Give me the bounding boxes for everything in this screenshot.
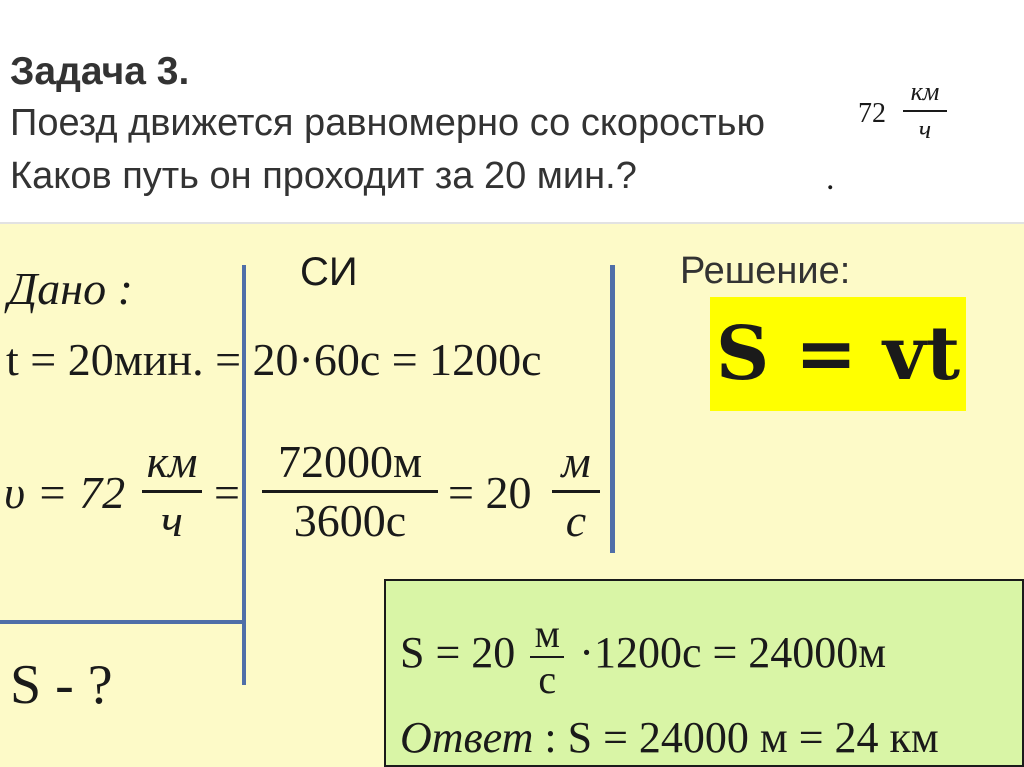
speed-unit-fraction <box>142 434 202 549</box>
ms-unit-den: с <box>565 495 587 546</box>
si-label: СИ <box>300 250 358 294</box>
meters-seconds-fraction <box>262 434 438 549</box>
answer-line <box>400 712 939 763</box>
header-speed-value: 72 <box>858 98 886 129</box>
calc-unit-den: с <box>538 657 557 702</box>
fraction-bar <box>903 110 947 112</box>
header-speed-unit-num: км <box>910 77 940 106</box>
task-title: Задача 3. <box>10 50 190 93</box>
ms-unit-num: м <box>561 436 591 487</box>
calc-suffix: ·1200с = 24000м <box>579 628 887 678</box>
task-statement-line1: Поезд движется равномерно со скоростью <box>10 102 765 144</box>
answer-text: : S = 24000 м = 24 км <box>533 713 939 762</box>
speed-unit-num: км <box>146 436 198 487</box>
speed-unit-den: ч <box>161 495 183 546</box>
header-speed-unit-den: ч <box>918 115 932 144</box>
calc-unit-fraction <box>530 612 564 702</box>
divider-horizontal-left <box>0 620 246 624</box>
equals-sign: = <box>214 467 240 518</box>
divider-vertical-middle <box>610 265 615 553</box>
calc-unit-num: м <box>534 611 560 656</box>
time-conversion: t = 20мин. = 20·60с = 1200с <box>6 334 542 385</box>
speed-prefix: υ = 72 <box>4 467 126 518</box>
trailing-dot: . <box>826 160 835 197</box>
formula: S = vt <box>715 311 961 397</box>
task-statement-line2: Каков путь он проходит за 20 мин.? <box>10 155 637 197</box>
solution-label: Решение: <box>680 250 851 292</box>
answer-label: Ответ <box>400 713 534 762</box>
find-unknown: S - ? <box>10 654 113 716</box>
fraction-num: 72000м <box>277 436 423 487</box>
given-label: Дано : <box>8 263 133 314</box>
speed-conversion <box>0 430 610 560</box>
distance-calculation <box>400 612 886 702</box>
ms-unit-fraction <box>552 434 600 549</box>
speed-result: = 20 <box>448 467 532 518</box>
fraction-den: 3600с <box>293 495 407 546</box>
header-speed-unit <box>903 76 947 146</box>
calc-prefix: S = 20 <box>400 628 516 678</box>
